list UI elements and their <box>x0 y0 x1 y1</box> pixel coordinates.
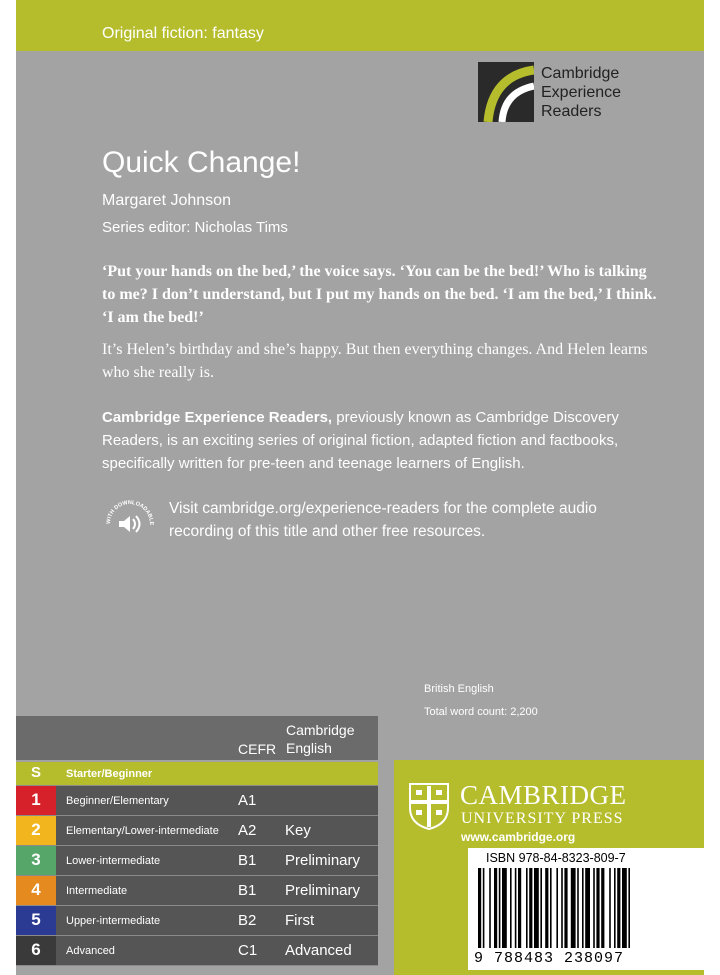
word-count: Total word count: 2,200 <box>424 706 538 718</box>
level-row <box>16 936 378 966</box>
level-row <box>16 876 378 906</box>
series-description-rest: previously known as Cambridge Discovery Readers, is an exciting series of original fiction, adapted fiction and factbooks, specifically written for pre-teen and teenage learners of English. <box>102 409 619 472</box>
level-number: S <box>30 764 41 781</box>
barcode-icon <box>474 868 698 950</box>
downloadable-audio-icon <box>102 494 158 550</box>
excerpt-quote: ‘Put your hands on the bed,’ the voice says. ‘You can be the bed!’ Who is talking to me? I don’t understand, but I put my hands on the bed. ‘I am the bed,’ I think. ‘I am the bed!’ <box>102 263 657 326</box>
level-cefr: A1 <box>238 792 257 809</box>
exams-header: Cambridge English <box>286 722 355 756</box>
level-name: Beginner/Elementary <box>66 795 169 807</box>
barcode-number: 9 788483 238097 <box>474 950 625 967</box>
level-name: Lower-intermediate <box>66 855 161 867</box>
level-table <box>16 762 378 966</box>
audio-badge-text: WITH DOWNLOADABLE <box>105 499 155 526</box>
author-name: Margaret Johnson <box>102 192 231 209</box>
story-blurb: It’s Helen’s birthday and she’s happy. But then everything changes. And Helen learns who she really is. <box>102 341 648 381</box>
logo-mark-icon <box>478 62 534 122</box>
level-number: 2 <box>16 816 56 845</box>
level-row <box>16 846 378 876</box>
book-title: Quick Change! <box>102 146 301 179</box>
level-number: 6 <box>16 936 56 965</box>
level-exam: Preliminary <box>285 882 361 899</box>
isbn-label: ISBN 978-84-8323-809-7 <box>486 851 626 865</box>
level-row <box>16 816 378 846</box>
level-number: 1 <box>16 786 56 815</box>
series-description-bold: Cambridge Experience Readers, <box>102 409 333 426</box>
level-name: Elementary/Lower-intermediate <box>66 825 219 837</box>
level-row <box>16 762 378 786</box>
logo-line-2: Experience <box>541 84 622 101</box>
level-cefr: C1 <box>238 942 258 959</box>
logo-line-3: Readers <box>541 103 602 120</box>
level-cefr: B1 <box>238 852 257 869</box>
level-cefr: A2 <box>238 822 257 839</box>
back-cover <box>16 0 704 975</box>
series-label: Original fiction: fantasy <box>102 25 264 42</box>
level-name: Starter/Beginner <box>66 768 153 780</box>
level-exam: Advanced <box>285 942 352 959</box>
level-cefr: B1 <box>238 882 257 899</box>
publisher-website: www.cambridge.org <box>461 830 576 844</box>
publisher-subtitle: UNIVERSITY PRESS <box>461 810 624 827</box>
level-exam: Preliminary <box>285 852 361 869</box>
logo-line-1: Cambridge <box>541 65 620 82</box>
level-number: 3 <box>16 846 56 875</box>
series-description <box>102 406 662 475</box>
level-table-header <box>16 716 378 760</box>
level-name: Upper-intermediate <box>66 915 161 927</box>
cefr-header: CEFR <box>238 741 277 757</box>
level-exam: First <box>285 912 315 929</box>
level-number: 4 <box>16 876 56 905</box>
level-name: Advanced <box>66 945 115 957</box>
edition-label: British English <box>424 683 494 695</box>
barcode-panel <box>468 848 704 970</box>
level-row <box>16 906 378 936</box>
level-cefr: B2 <box>238 912 257 929</box>
cambridge-shield-icon <box>408 782 450 830</box>
audio-info: Visit cambridge.org/experience-readers for the complete audio recording of this title and other free resources. <box>169 500 597 540</box>
level-name: Intermediate <box>66 885 128 897</box>
series-bar <box>16 0 704 51</box>
level-exam: Key <box>285 822 311 839</box>
publisher-name: CAMBRIDGE <box>460 780 627 810</box>
level-row <box>16 786 378 816</box>
level-number: 5 <box>16 906 56 935</box>
series-editor: Series editor: Nicholas Tims <box>102 219 288 236</box>
